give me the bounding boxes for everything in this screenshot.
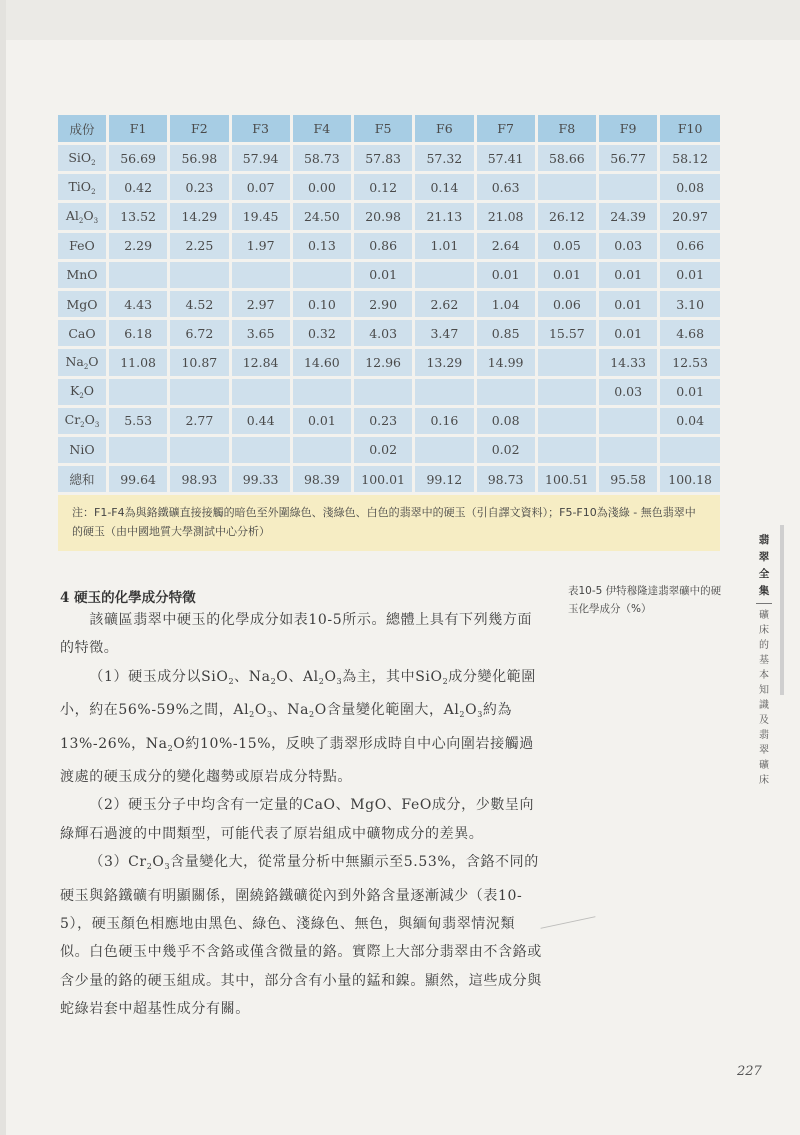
side-tab-title: [757, 532, 771, 600]
row-label: SiO$_2$: [58, 144, 108, 173]
table-cell: 0.03: [598, 231, 659, 260]
table-cell: [536, 173, 597, 202]
table-cell: 12.84: [230, 348, 291, 377]
body-paragraph: $(3)Cr_2O_3$含量變化大，從常量分析中無顯示至5.53%，含鉻不同的硬玉與鉻鐵礦有明顯關係，圍繞鉻鐵礦從內到外鉻含量逐漸減少（表10-5），硬玉顏色相應地由黑色、綠色、淺綠色、無色，與緬甸翡翠情況類似。白色硬玉中幾乎不含鉻或僅含微量的鉻。實際上大部分翡翠由不含鉻或含少量的鉻的硬玉組成。其中，部分含有小量的錳和鎳。顯然，這些成分與蛇綠岩套中超基性成分有關。: [60, 854, 542, 1018]
table-caption: 表10-5 伊特穆隆達翡翠礦中的硬玉化學成分（%）: [568, 585, 722, 615]
table-cell: 13.29: [414, 348, 475, 377]
table-cell: 0.08: [659, 173, 720, 202]
table-row: [58, 260, 720, 289]
table-cell: 4.68: [659, 319, 720, 348]
side-tab-char: 礦: [759, 610, 769, 621]
table-cell: 99.33: [230, 465, 291, 493]
table-cell: 98.73: [475, 465, 536, 493]
table-cell: 0.01: [598, 289, 659, 318]
table-cell: 99.12: [414, 465, 475, 493]
table-cell: 0.01: [598, 260, 659, 289]
table-cell: 0.32: [291, 319, 352, 348]
table-cell: 100.51: [536, 465, 597, 493]
table-cell: 100.18: [659, 465, 720, 493]
header-f7: F7: [475, 115, 536, 144]
header-f10: F10: [659, 115, 720, 144]
page-top-margin: [0, 0, 800, 40]
table-cell: 2.90: [353, 289, 414, 318]
table-cell: 2.62: [414, 289, 475, 318]
table-cell: 2.29: [108, 231, 169, 260]
row-label: TiO$_2$: [58, 173, 108, 202]
table-header-row: [58, 115, 720, 144]
header-f3: F3: [230, 115, 291, 144]
table-note: 注：F1-F4為與鉻鐵礦直接接觸的暗色至外圍綠色、淺綠色、白色的翡翠中的硬玉（引自譯文資料）；F5-F10為淺綠 - 無色翡翠中的硬玉（由中國地質大學測試中心分析）: [58, 492, 720, 551]
row-label: CaO: [58, 319, 108, 348]
table-cell: [108, 260, 169, 289]
side-tab-char: 翠: [758, 551, 770, 563]
table-cell: [536, 435, 597, 464]
table-cell: [108, 435, 169, 464]
table-cell: 14.60: [291, 348, 352, 377]
table-cell: 57.83: [353, 144, 414, 173]
table-row: [58, 377, 720, 406]
row-label: MnO: [58, 260, 108, 289]
table-cell: [353, 377, 414, 406]
table-cell: 4.43: [108, 289, 169, 318]
table-cell: 0.42: [108, 173, 169, 202]
side-tab-char: 翡: [758, 534, 770, 546]
header-f1: F1: [108, 115, 169, 144]
table-cell: 5.53: [108, 406, 169, 435]
table-cell: 4.03: [353, 319, 414, 348]
composition-table: [58, 115, 720, 492]
table-cell: 0.02: [353, 435, 414, 464]
side-tab-char: 翠: [759, 745, 769, 756]
table-cell: [414, 377, 475, 406]
table-cell: 58.66: [536, 144, 597, 173]
table-cell: 2.25: [169, 231, 230, 260]
table-cell: 13.52: [108, 202, 169, 231]
header-f4: F4: [291, 115, 352, 144]
table-cell: 0.04: [659, 406, 720, 435]
table-cell: 0.08: [475, 406, 536, 435]
side-tab-char: 翡: [759, 730, 769, 741]
table-cell: 26.12: [536, 202, 597, 231]
table-cell: [291, 260, 352, 289]
side-tab-char: 本: [759, 670, 769, 681]
table-cell: [598, 406, 659, 435]
table-cell: 2.77: [169, 406, 230, 435]
table-cell: 20.98: [353, 202, 414, 231]
table-cell: 14.33: [598, 348, 659, 377]
table-cell: [659, 435, 720, 464]
page-left-edge: [0, 0, 6, 1135]
table-cell: 4.52: [169, 289, 230, 318]
table-cell: 0.01: [475, 260, 536, 289]
table-cell: 0.23: [353, 406, 414, 435]
table-cell: 12.96: [353, 348, 414, 377]
side-tab-divider: [756, 603, 772, 604]
row-label: MgO: [58, 289, 108, 318]
header-f8: F8: [536, 115, 597, 144]
table-cell: [536, 377, 597, 406]
side-tab-char: 及: [759, 715, 769, 726]
body-paragraph: （1）硬玉成分以SiO$_2$、$Na_2O$、$Al_2O_3$為主，其中SiO$_2$成分變化範圍小，約在56%-59%之間，$Al_2O_3$、$Na_2O$含量變化範圍大，$Al_2O_3$約為13%-26%，$Na_2O$約10%-15%，反映了翡翠形成時自中心向圍岩接觸過渡處的硬玉成分的變化趨勢或原岩成分特點。: [60, 668, 536, 786]
table-row: [58, 289, 720, 318]
table-cell: 0.01: [659, 377, 720, 406]
body-paragraph: 該礦區翡翠中硬玉的化學成分如表10-5所示。總體上具有下列幾方面的特徵。: [60, 612, 533, 657]
row-label: $Cr_2O_3$: [58, 406, 108, 435]
table-cell: [414, 435, 475, 464]
table-cell: 95.58: [598, 465, 659, 493]
side-tab-char: 礦: [759, 760, 769, 771]
table-cell: 14.99: [475, 348, 536, 377]
table-cell: 6.18: [108, 319, 169, 348]
side-tab-subtitle: [757, 608, 771, 788]
side-tab-char: 床: [759, 775, 769, 786]
table-cell: 57.32: [414, 144, 475, 173]
row-label: FeO: [58, 231, 108, 260]
table-row: [58, 231, 720, 260]
table-body: [58, 144, 720, 493]
table-cell: [230, 435, 291, 464]
table-cell: 0.63: [475, 173, 536, 202]
table-cell: 58.12: [659, 144, 720, 173]
header-f9: F9: [598, 115, 659, 144]
row-label: $Na_2O$: [58, 348, 108, 377]
header-component: 成份: [58, 115, 108, 144]
table-cell: [169, 435, 230, 464]
side-tab-char: 的: [759, 640, 769, 651]
table-cell: [598, 173, 659, 202]
side-tab-bar: [780, 525, 784, 695]
table-cell: 0.06: [536, 289, 597, 318]
table-row: [58, 435, 720, 464]
table-row: [58, 348, 720, 377]
table-cell: 0.12: [353, 173, 414, 202]
table-cell: 0.44: [230, 406, 291, 435]
table-cell: 0.16: [414, 406, 475, 435]
table-cell: 1.01: [414, 231, 475, 260]
table-cell: 100.01: [353, 465, 414, 493]
table-cell: 24.50: [291, 202, 352, 231]
table-cell: 0.86: [353, 231, 414, 260]
row-label: $K_2O$: [58, 377, 108, 406]
side-tab-char: 基: [759, 655, 769, 666]
table-cell: 21.08: [475, 202, 536, 231]
header-f5: F5: [353, 115, 414, 144]
table-cell: [475, 377, 536, 406]
table-cell: [598, 435, 659, 464]
table-cell: 0.01: [291, 406, 352, 435]
header-f6: F6: [414, 115, 475, 144]
table-row: [58, 144, 720, 173]
table-cell: 0.03: [598, 377, 659, 406]
table-cell: 11.08: [108, 348, 169, 377]
table-cell: 15.57: [536, 319, 597, 348]
row-label: 總和: [69, 472, 95, 488]
row-label: $Al_2O_3$: [58, 202, 108, 231]
table-cell: 2.97: [230, 289, 291, 318]
table-row: [58, 319, 720, 348]
table-cell: [169, 377, 230, 406]
table-cell: 0.07: [230, 173, 291, 202]
table-cell: 10.87: [169, 348, 230, 377]
body-text: [60, 606, 544, 1024]
table-cell: 0.66: [659, 231, 720, 260]
table-cell: 21.13: [414, 202, 475, 231]
table-cell: 98.93: [169, 465, 230, 493]
row-label: NiO: [58, 435, 108, 464]
table-cell: [414, 260, 475, 289]
header-f2: F2: [169, 115, 230, 144]
table-cell: 56.69: [108, 144, 169, 173]
table-cell: 0.85: [475, 319, 536, 348]
table-cell: [230, 377, 291, 406]
side-tab-char: 集: [758, 585, 770, 597]
table-cell: 3.65: [230, 319, 291, 348]
table-cell: 0.13: [291, 231, 352, 260]
table-cell: 0.01: [598, 319, 659, 348]
page-number: 227: [737, 1064, 762, 1079]
table-cell: 56.98: [169, 144, 230, 173]
body-paragraph: （2）硬玉分子中均含有一定量的CaO、MgO、FeO成分，少數呈向綠輝石過渡的中間類型，可能代表了原岩組成中礦物成分的差異。: [60, 797, 535, 842]
table-cell: 2.64: [475, 231, 536, 260]
table-cell: 0.10: [291, 289, 352, 318]
table-cell: 99.64: [108, 465, 169, 493]
table-cell: [230, 260, 291, 289]
table-cell: [536, 348, 597, 377]
table-cell: 0.00: [291, 173, 352, 202]
table-cell: 3.10: [659, 289, 720, 318]
table-cell: 0.01: [536, 260, 597, 289]
pencil-mark: [541, 916, 596, 929]
side-tab-char: 床: [759, 625, 769, 636]
table-cell: [108, 377, 169, 406]
table-cell: 24.39: [598, 202, 659, 231]
table-cell: 0.01: [659, 260, 720, 289]
table-cell: 6.72: [169, 319, 230, 348]
table-cell: 98.39: [291, 465, 352, 493]
table-cell: 1.04: [475, 289, 536, 318]
table-row: [58, 202, 720, 231]
table-cell: 57.94: [230, 144, 291, 173]
table-cell: [291, 435, 352, 464]
table-cell: 20.97: [659, 202, 720, 231]
side-tab-char: 知: [759, 685, 769, 696]
table-cell: 3.47: [414, 319, 475, 348]
side-tab-char: 識: [759, 700, 769, 711]
table-cell: 0.23: [169, 173, 230, 202]
table-row: [58, 465, 720, 493]
table-cell: [291, 377, 352, 406]
table-cell: 0.14: [414, 173, 475, 202]
table-cell: 58.73: [291, 144, 352, 173]
table-cell: 0.01: [353, 260, 414, 289]
section-heading: 4 硬玉的化學成分特徵: [60, 590, 196, 606]
table-cell: 1.97: [230, 231, 291, 260]
table-cell: [169, 260, 230, 289]
table-cell: 14.29: [169, 202, 230, 231]
table-cell: [536, 406, 597, 435]
table-cell: 0.05: [536, 231, 597, 260]
table-row: [58, 406, 720, 435]
table-cell: 0.02: [475, 435, 536, 464]
table-cell: 19.45: [230, 202, 291, 231]
table-cell: 57.41: [475, 144, 536, 173]
table-row: [58, 173, 720, 202]
side-tab-char: 全: [758, 568, 770, 580]
composition-table-block: [58, 115, 720, 551]
table-cell: 12.53: [659, 348, 720, 377]
table-cell: 56.77: [598, 144, 659, 173]
